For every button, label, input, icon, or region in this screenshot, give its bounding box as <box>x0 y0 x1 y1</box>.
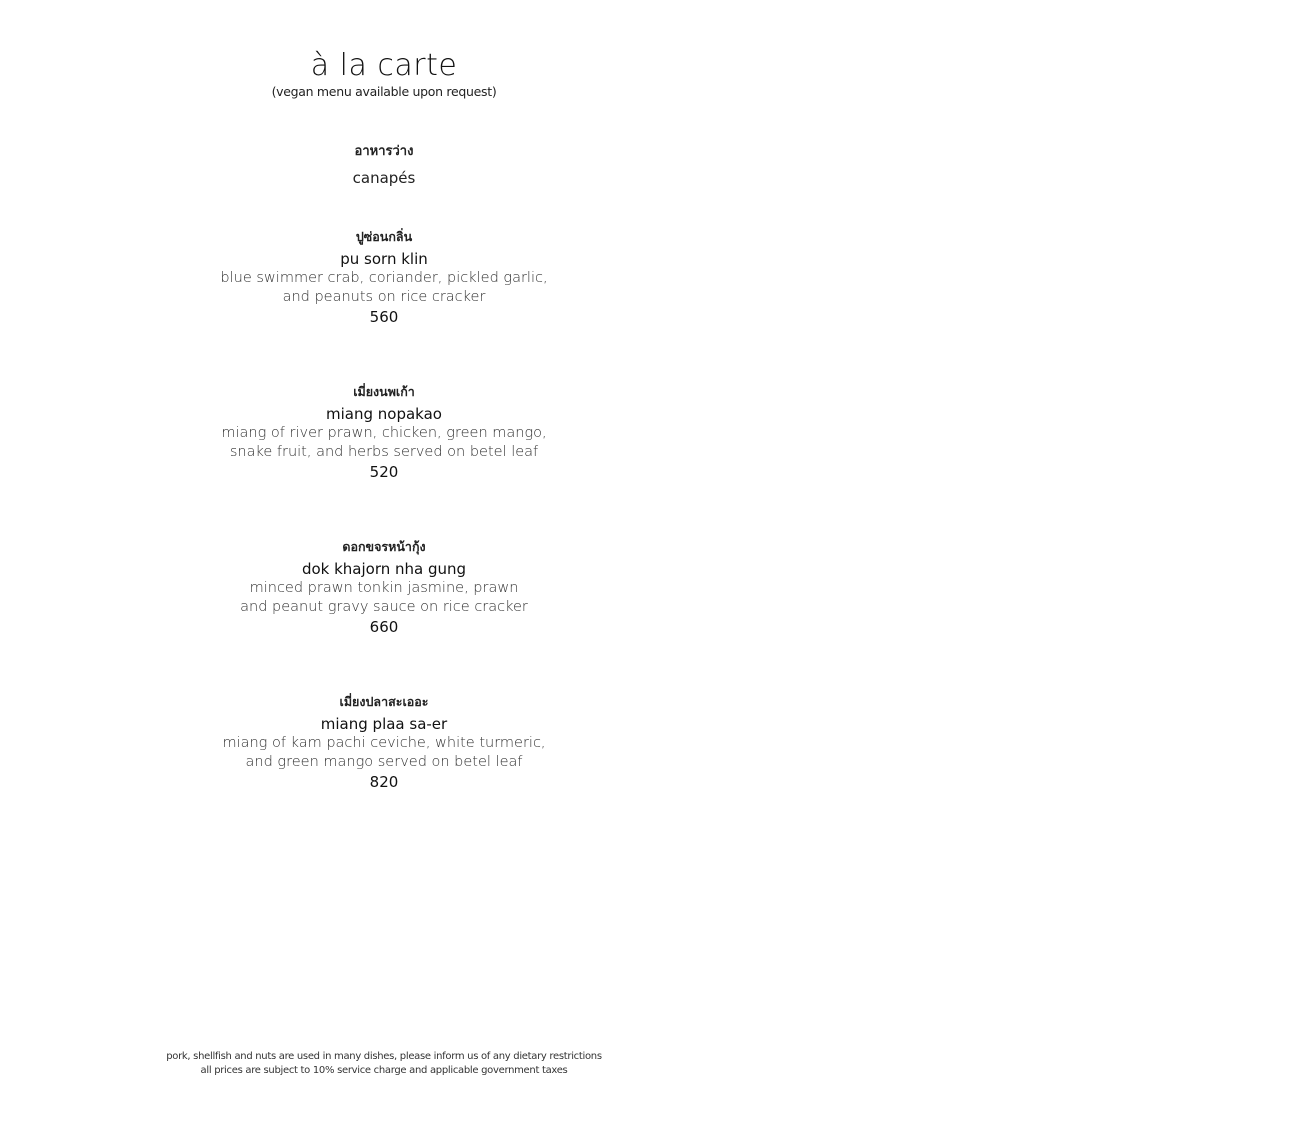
dish-description: blue swimmer crab, coriander, pickled garlic, and peanuts on rice cracker <box>220 270 548 306</box>
menu-item-pu-sorn-klin <box>184 228 584 327</box>
dish-name: miang nopakao <box>326 405 442 423</box>
menu-title: à la carte <box>310 48 458 83</box>
dish-thai-name: ปูซ่อนกลิ่น <box>355 229 413 244</box>
dish-name: pu sorn klin <box>340 250 428 268</box>
menu-item-dok-khajorn-nha-gung <box>184 538 584 637</box>
service-charge-notice: all prices are subject to 10% service charge and applicable government taxes <box>200 1064 568 1076</box>
dish-thai-name: เมี่ยงปลาสะเออะ <box>339 694 429 709</box>
dietary-notice: pork, shellfish and nuts are used in many dishes, please inform us of any dietary restrictions <box>166 1051 602 1062</box>
dish-thai-name: ดอกขจรหน้ากุ้ง <box>342 539 426 554</box>
dish-price: 660 <box>369 617 399 636</box>
dish-price: 560 <box>369 307 399 326</box>
dish-name: dok khajorn nha gung <box>301 560 467 578</box>
dish-thai-name: เมี่ยงนพเก้า <box>353 384 415 399</box>
dish-description: miang of kam pachi ceviche, white turmeric, and green mango served on betel leaf <box>222 735 546 771</box>
menu-subtitle: (vegan menu available upon request) <box>271 84 497 99</box>
dish-description: minced prawn tonkin jasmine, prawn and peanut gravy sauce on rice cracker <box>240 580 528 616</box>
section-title-english: canapés <box>352 169 416 187</box>
menu-footer <box>140 1050 628 1077</box>
dish-price: 820 <box>369 772 399 791</box>
section-title-thai: อาหารว่าง <box>354 144 414 159</box>
menu-item-miang-plaa-sa-er <box>184 693 584 792</box>
dish-price: 520 <box>369 462 399 481</box>
dish-name: miang plaa sa-er <box>320 715 448 733</box>
dish-description: miang of river prawn, chicken, green mango, snake fruit, and herbs served on betel leaf <box>221 425 547 461</box>
menu-item-miang-nopakao <box>184 383 584 482</box>
